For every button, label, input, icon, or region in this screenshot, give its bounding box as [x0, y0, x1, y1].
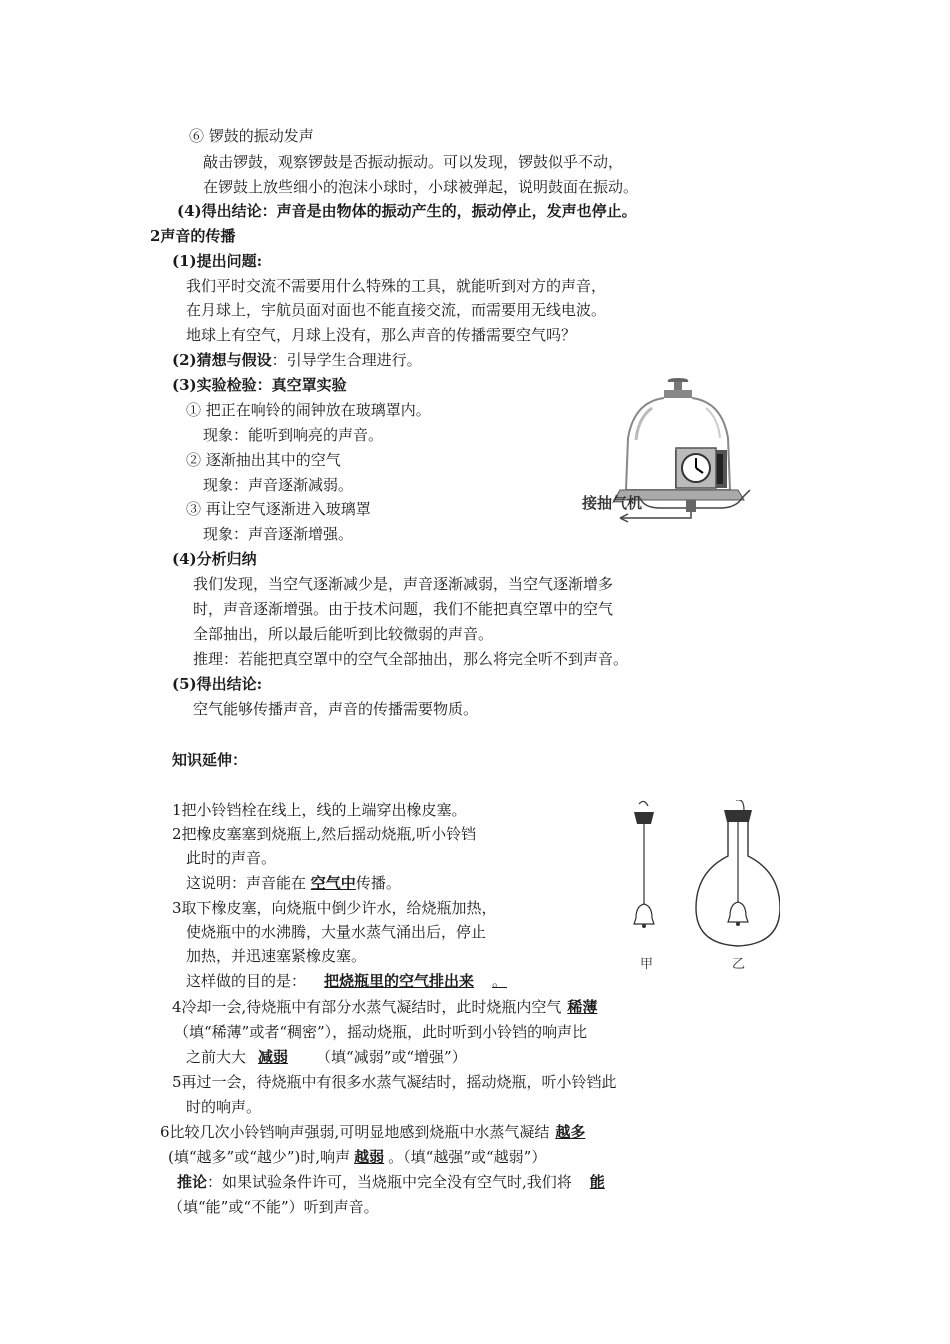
extension-line2: 2把橡皮塞塞到烧瓶上,然后摇动烧瓶,听小铃铛 [172, 825, 477, 843]
answer-air: 空气中 [310, 874, 356, 892]
line15-suffix: 。（填“越强”或“越弱”） [388, 1148, 547, 1166]
conclusion-4: (4)得出结论：声音是由物体的振动产生的，振动停止，发声也停止。 [177, 202, 637, 220]
conclusion-5-text: 空气能够传播声音，声音的传播需要物质。 [193, 700, 479, 718]
question-line3: 地球上有空气，月球上没有，那么声音的传播需要空气吗？ [186, 326, 577, 344]
extension-title: 知识延伸： [172, 751, 248, 769]
hanging-bell-icon [634, 801, 654, 928]
extension-line10: （填“稀薄”或者“稠密”），摇动烧瓶，此时听到小铃铛的响声比 [174, 1023, 588, 1041]
extension-line13: 时的响声。 [186, 1098, 262, 1116]
answer-purpose: 把烧瓶里的空气排出来 [324, 972, 475, 990]
figure-label-b: 乙 [732, 957, 746, 972]
extension-line4 [186, 873, 401, 893]
extension-line16 [177, 1172, 611, 1192]
alarm-clock-icon [675, 448, 727, 488]
line8-prefix: 这样做的目的是： [186, 972, 307, 990]
guess-line [172, 350, 422, 370]
inference-label: 推论 [177, 1173, 208, 1191]
analysis-line1: 我们发现，当空气逐渐减少是，声音逐渐减弱，当空气逐渐增多 [193, 575, 614, 593]
extension-line6: 使烧瓶中的水沸腾，大量水蒸气涌出后，停止 [186, 923, 487, 941]
answer-more: 越多 [555, 1123, 586, 1141]
experiment-step1-observation: 现象：能听到响亮的声音。 [203, 426, 384, 444]
experiment-step2-observation: 现象：声音逐渐减弱。 [203, 476, 354, 494]
experiment-title: (3)实验检验：真空罩实验 [172, 376, 347, 394]
line9-prefix: 4冷却一会,待烧瓶中有部分水蒸气凝结时，此时烧瓶内空气 [172, 998, 562, 1016]
pump-label: 接抽气机 [582, 494, 643, 512]
figure-label-a: 甲 [640, 957, 654, 972]
extension-line15 [168, 1147, 546, 1167]
line15-prefix: (填“越多”或“越少”)时,响声 [168, 1148, 351, 1166]
line11-prefix: 之前大大 [186, 1048, 247, 1066]
extension-line12: 5再过一会，待烧瓶中有很多水蒸气凝结时，摇动烧瓶，听小铃铛此 [172, 1073, 617, 1091]
flask-icon [696, 800, 780, 946]
question-title: (1)提出问题: [172, 252, 263, 270]
extension-line7: 加热，并迅速塞紧橡皮塞。 [186, 947, 367, 965]
analysis-title: (4)分析归纳 [172, 550, 257, 568]
line4-prefix: 这说明：声音能在 [186, 874, 307, 892]
bell-jar-figure [580, 378, 765, 533]
guess-text: ：引导学生合理进行。 [271, 351, 422, 369]
line16-prefix: ：如果试验条件许可，当烧瓶中完全没有空气时,我们将 [207, 1173, 572, 1191]
conclusion-5-title: (5)得出结论: [172, 675, 263, 693]
extension-line1: 1把小铃铛栓在线上，线的上端穿出橡皮塞。 [172, 801, 467, 819]
answer-weaken: 减弱 [258, 1048, 289, 1066]
analysis-line3: 全部抽出，所以最后能听到比较微弱的声音。 [193, 625, 494, 643]
line4-suffix: 传播。 [355, 874, 401, 892]
extension-line17: （填“能”或“不能”）听到声音。 [168, 1198, 379, 1216]
extension-line3: 此时的声音。 [186, 849, 277, 867]
extension-line14 [160, 1122, 607, 1142]
experiment-step3: ③ 再让空气逐渐进入玻璃罩 [186, 500, 371, 518]
experiment-step1: ① 把正在响铃的闹钟放在玻璃罩内。 [186, 401, 431, 419]
extension-line11 [186, 1047, 467, 1067]
experiment-step2: ② 逐渐抽出其中的空气 [186, 451, 341, 469]
analysis-line2: 时，声音逐渐增强。由于技术问题，我们不能把真空罩中的空气 [193, 600, 614, 618]
analysis-line4: 推理：若能把真空罩中的空气全部抽出，那么将完全听不到声音。 [193, 650, 629, 668]
pipe-arrow-icon [620, 512, 691, 522]
extension-line5: 3取下橡皮塞，向烧瓶中倒少许水，给烧瓶加热， [172, 899, 497, 917]
item6-title: ⑥ 锣鼓的振动发声 [189, 127, 314, 145]
line8-suffix: 。 [492, 972, 508, 990]
section-title-propagation: 2声音的传播 [150, 227, 236, 245]
bell-flask-figure [620, 800, 780, 975]
extension-line9 [172, 997, 623, 1017]
answer-weaker: 越弱 [354, 1148, 385, 1166]
answer-can: 能 [589, 1173, 605, 1191]
item6-line2: 在锣鼓上放些细小的泡沫小球时，小球被弹起，说明鼓面在振动。 [203, 178, 639, 196]
guess-label: (2)猜想与假设 [172, 351, 272, 369]
line14-prefix: 6比较几次小铃铛响声强弱,可明显地感到烧瓶中水蒸气凝结 [160, 1123, 550, 1141]
answer-thin: 稀薄 [567, 998, 598, 1016]
question-line2: 在月球上，宇航员面对面也不能直接交流，而需要用无线电波。 [186, 301, 607, 319]
item6-line1: 敲击锣鼓，观察锣鼓是否振动振动。可以发现，锣鼓似乎不动， [203, 153, 624, 171]
line11-suffix: （填“减弱”或“增强”） [316, 1048, 467, 1066]
extension-line8 [186, 971, 517, 991]
question-line1: 我们平时交流不需要用什么特殊的工具，就能听到对方的声音， [186, 277, 607, 295]
experiment-step3-observation: 现象：声音逐渐增强。 [203, 525, 354, 543]
